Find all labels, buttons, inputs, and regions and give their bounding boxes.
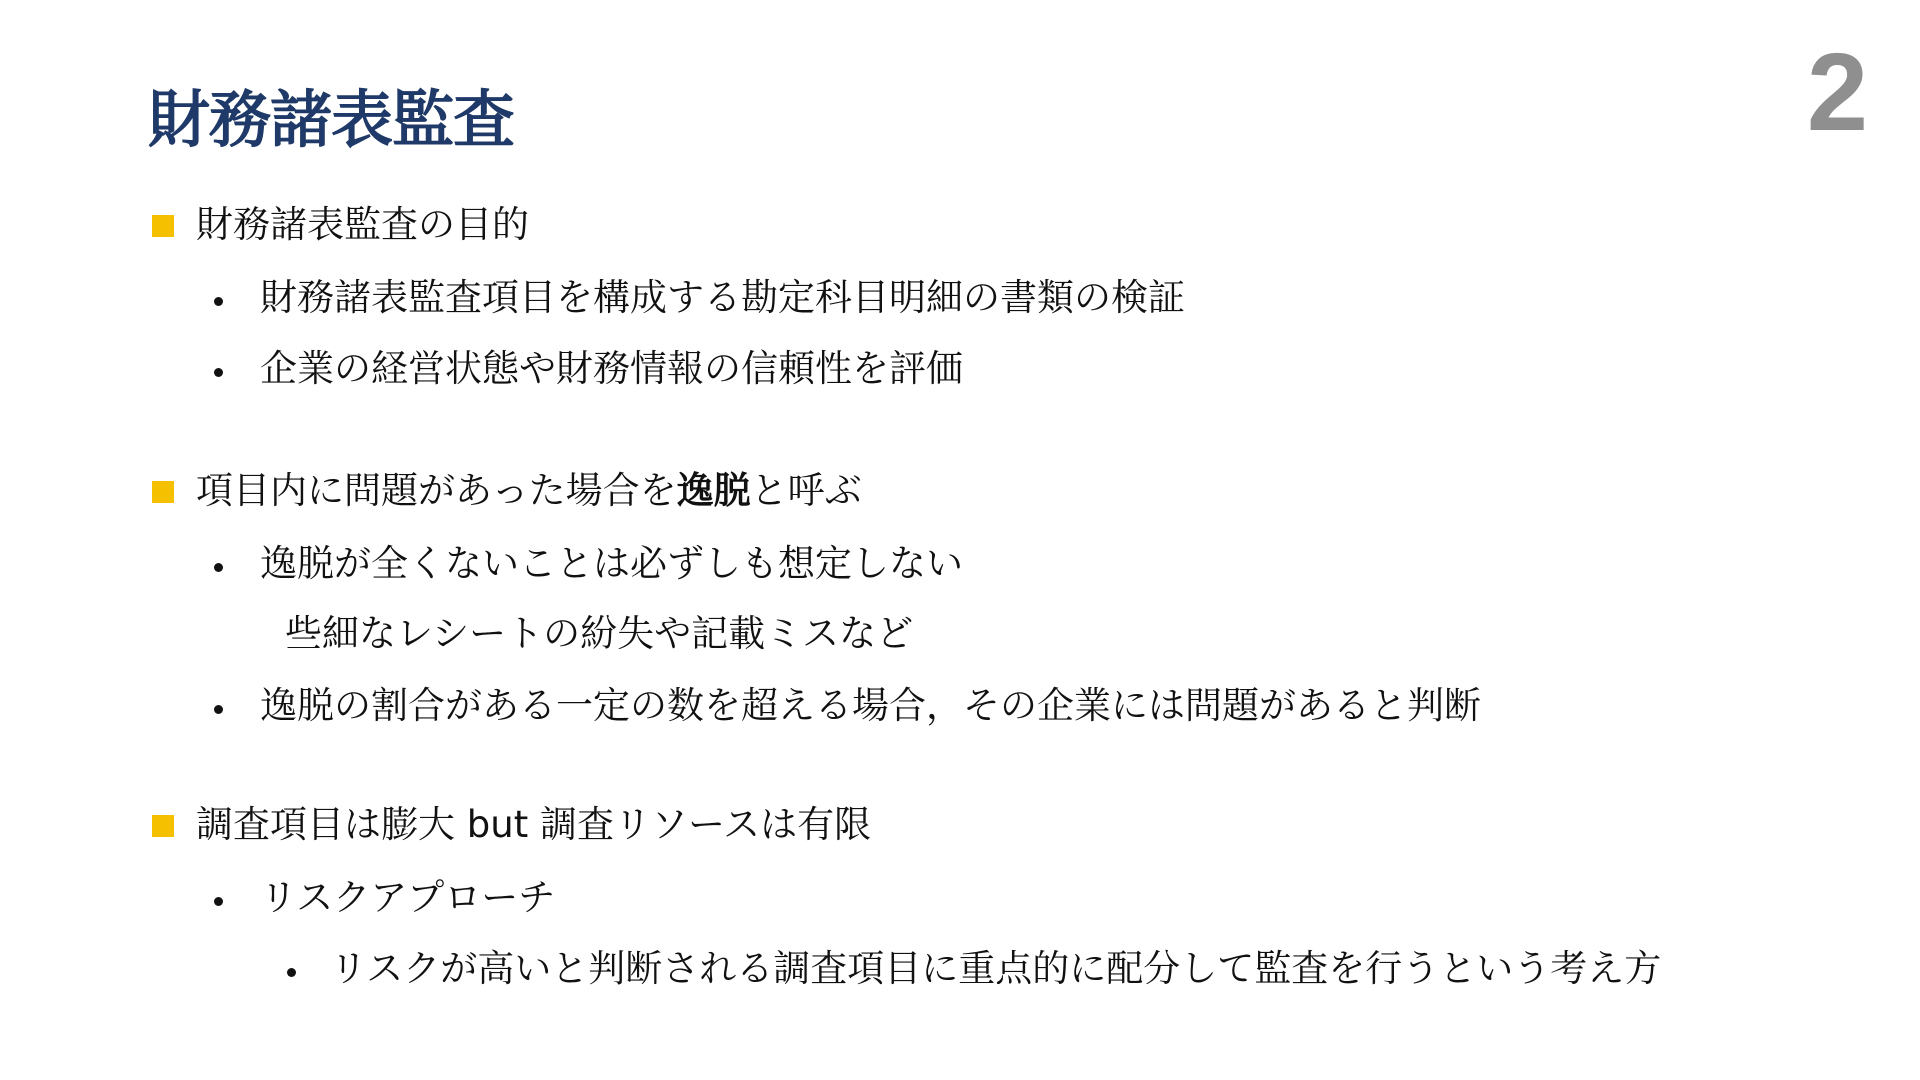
- list-item: リスクアプローチ: [260, 876, 556, 919]
- slide-title: 財務諸表監査: [148, 83, 515, 156]
- list-item: 逸脱の割合がある一定の数を超える場合，その企業には問題があると判断: [260, 684, 1481, 727]
- list-item: 逸脱が全くないことは必ずしも想定しない: [260, 542, 963, 585]
- section-heading: 調査項目は膨大 but 調査リソースは有限: [196, 803, 872, 846]
- list-item-sub: リスクが高いと判断される調査項目に重点的に配分して監査を行うという考え方: [330, 947, 1662, 990]
- bullet-dot-icon: [214, 705, 223, 714]
- square-bullet-icon: [152, 815, 174, 837]
- page-number: 2: [1806, 31, 1868, 154]
- list-item: 企業の経営状態や財務情報の信頼性を評価: [260, 347, 963, 390]
- square-bullet-icon: [152, 215, 174, 237]
- bullet-dot-icon: [214, 297, 223, 306]
- section-heading: [196, 469, 862, 513]
- section-heading: 財務諸表監査の目的: [196, 203, 529, 246]
- bullet-dot-icon: [214, 563, 223, 572]
- list-item-note: 些細なレシートの紛失や記載ミスなど: [285, 612, 914, 655]
- heading-emphasis: 逸脱: [676, 469, 751, 512]
- bullet-dot-icon: [287, 968, 296, 977]
- heading-text: 項目内に問題があった場合を: [196, 469, 677, 512]
- list-item: 財務諸表監査項目を構成する勘定科目明細の書類の検証: [260, 276, 1185, 319]
- bullet-dot-icon: [214, 368, 223, 377]
- heading-text: と呼ぶ: [750, 469, 862, 512]
- bullet-dot-icon: [214, 897, 223, 906]
- square-bullet-icon: [152, 481, 174, 503]
